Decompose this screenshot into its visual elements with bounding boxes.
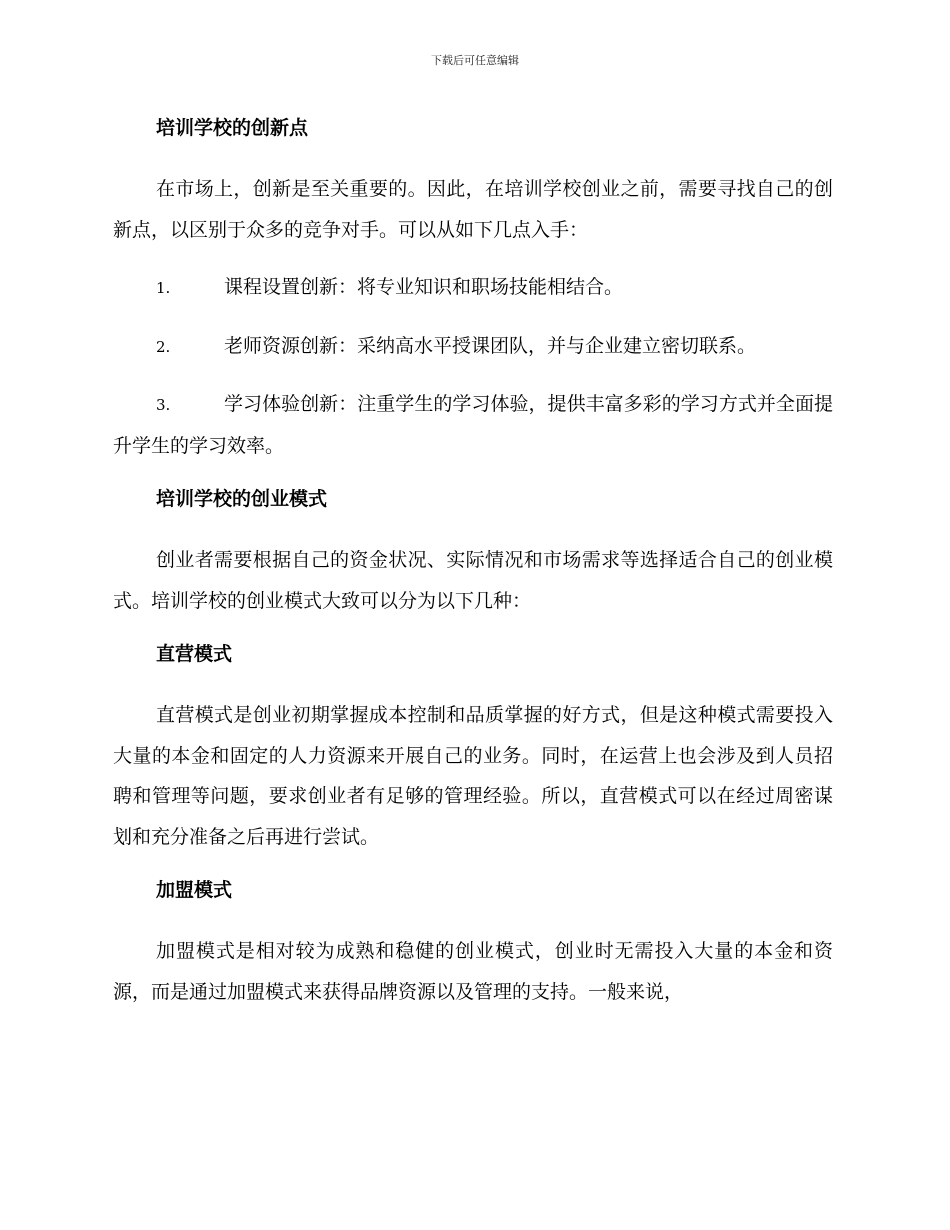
page-header-note: 下载后可任意编辑 xyxy=(431,54,519,67)
list-number: 3. xyxy=(156,396,171,414)
section-heading-models: 培训学校的创业模式 xyxy=(156,488,328,510)
section-heading-direct: 直营模式 xyxy=(156,643,233,665)
section-heading-innovation: 培训学校的创新点 xyxy=(156,117,309,139)
list-item xyxy=(113,326,833,368)
list-item-text: 老师资源创新：采纳高水平授课团队，并与企业建立密切联系。 xyxy=(224,334,757,357)
innovation-intro-paragraph: 在市场上，创新是至关重要的。因此，在培训学校创业之前，需要寻找自己的创新点，以区别于众多的竞争对手。可以从如下几点入手： xyxy=(113,178,833,241)
document-body xyxy=(113,112,833,1029)
direct-model-paragraph: 直营模式是创业初期掌握成本控制和品质掌握的好方式，但是这种模式需要投入大量的本金和固定的人力资源来开展自己的业务。同时，在运营上也会涉及到人员招聘和管理等问题，要求创业者有足够的管理经验。所以，直营模式可以在经过周密谋划和充分准备之后再进行尝试。 xyxy=(113,704,833,848)
list-item-text: 学习体验创新：注重学生的学习体验，提供丰富多彩的学习方式并全面提升学生的学习效率。 xyxy=(113,393,833,457)
list-item xyxy=(113,267,833,309)
list-number: 1. xyxy=(156,279,171,297)
franchise-model-paragraph: 加盟模式是相对较为成熟和稳健的创业模式，创业时无需投入大量的本金和资源，而是通过加盟模式来获得品牌资源以及管理的支持。一般来说， xyxy=(113,940,833,1003)
list-number: 2. xyxy=(156,337,171,356)
section-heading-franchise: 加盟模式 xyxy=(156,879,233,901)
models-intro-paragraph: 创业者需要根据自己的资金状况、实际情况和市场需求等选择适合自己的创业模式。培训学校的创业模式大致可以分为以下几种： xyxy=(113,549,833,612)
list-item xyxy=(113,384,833,466)
list-item-text: 课程设置创新：将专业知识和职场技能相结合。 xyxy=(224,276,624,298)
